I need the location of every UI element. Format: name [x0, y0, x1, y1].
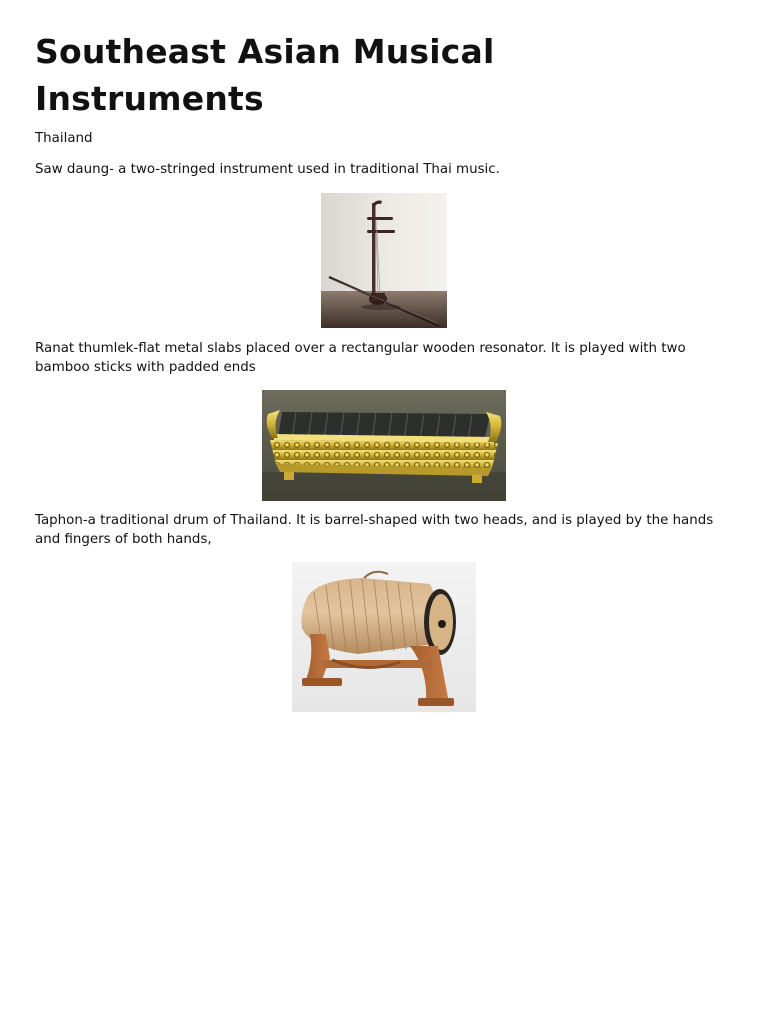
page-title: Southeast Asian Musical Instruments	[35, 32, 495, 118]
taphon-image	[292, 562, 476, 712]
saw-daung-description: Saw daung- a two-stringed instrument used in traditional Thai music.	[35, 162, 500, 177]
saw-daung-image	[321, 193, 447, 328]
ranat-thumlek-image	[262, 390, 506, 501]
country-heading: Thailand	[35, 131, 93, 146]
taphon-description: Taphon-a traditional drum of Thailand. It is barrel-shaped with two heads, and is played by the hands and fingers of both hands,	[35, 513, 714, 547]
ranat-thumlek-description: Ranat thumlek-flat metal slabs placed over a rectangular wooden resonator. It is played with two bamboo sticks with padded ends	[35, 341, 686, 375]
